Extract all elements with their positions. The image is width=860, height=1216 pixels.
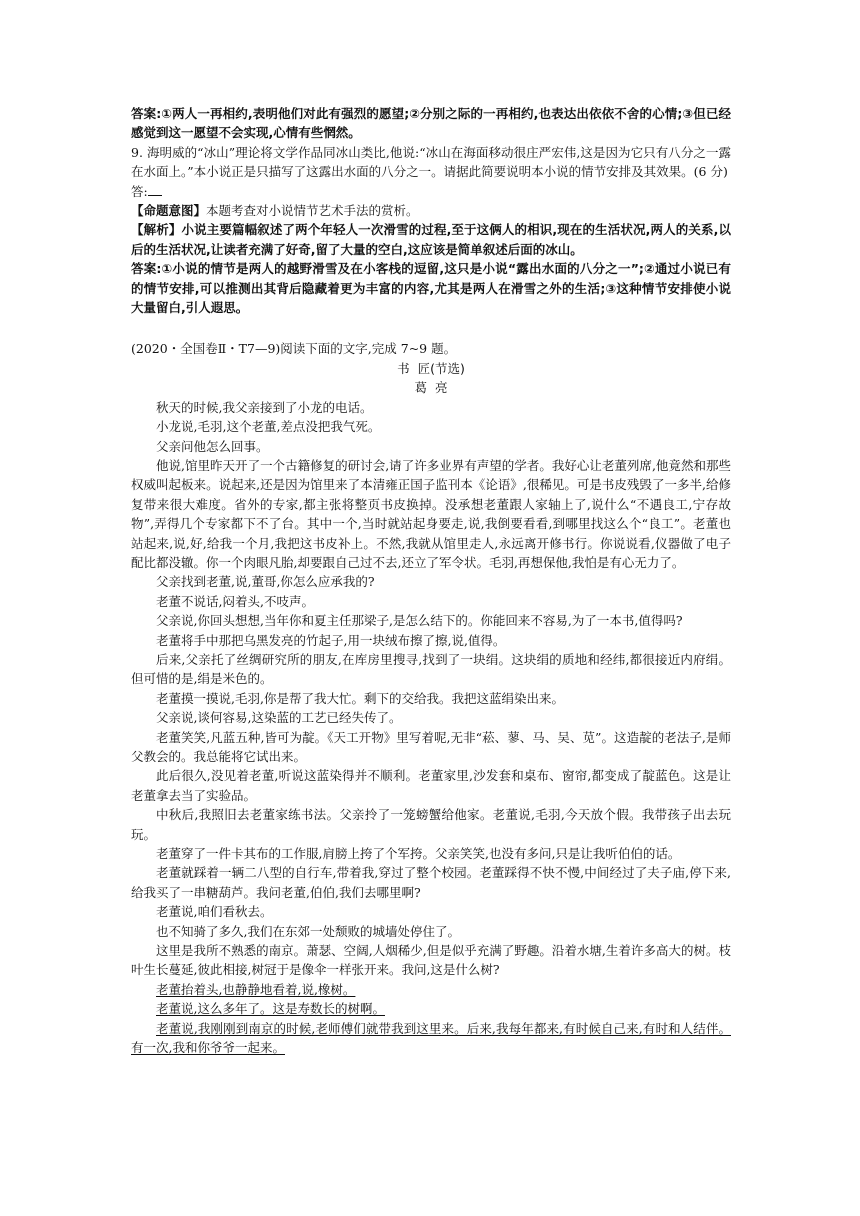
underlined-text: 老董说,我刚刚到南京的时候,老师傅们就带我到这里来。后来,我每年都来,有时候自己来,有时和人结伴。有一次,我和你爷爷一起来。 (131, 1020, 731, 1056)
passage-paragraph: 父亲说,谈何容易,这染蓝的工艺已经失传了。 (156, 710, 402, 726)
document-page (131, 104, 731, 1058)
passage-paragraph-underlined (131, 1019, 731, 1058)
passage-paragraph: 父亲问他怎么回事。 (156, 438, 269, 454)
passage-paragraph: 父亲找到老董,说,董哥,你怎么应承我的? (156, 574, 375, 590)
passage-paragraph: 老董笑笑,凡蓝五种,皆可为靛。《天工开物》里写着呢,无非“菘、蓼、马、吴、苋”。这造靛的老法子,是师父教会的。我总能将它试出来。 (131, 729, 731, 764)
intent-line (131, 201, 731, 220)
passage-paragraph: 后来,父亲托了丝绸研究所的朋友,在库房里搜寻,找到了一块绢。这块绢的质地和经纬,都很接近内府绢。但可惜的是,绢是米色的。 (131, 651, 731, 687)
underlined-text: 老董抬着头,也静静地看着,说,橡树。 (156, 981, 356, 997)
analysis-line (131, 220, 731, 259)
passage-title: 书 匠(节选) (397, 360, 465, 376)
passage-source: (2020・全国卷Ⅱ・T7—9)阅读下面的文字,完成 7~9 题。 (131, 341, 457, 357)
passage-paragraph: 小龙说,毛羽,这个老董,差点没把我气死。 (156, 419, 381, 435)
intent-label: 【命题意图】 (131, 203, 207, 219)
section-gap (131, 317, 731, 339)
passage-paragraph: 老董说,咱们看秋去。 (156, 904, 273, 920)
passage-paragraph-underlined (131, 999, 731, 1018)
question-9-answer-prompt (131, 182, 731, 201)
passage-paragraph: 中秋后,我照旧去老董家练书法。父亲拎了一笼螃蟹给他家。老董说,毛羽,今天放个假。我带孩子出去玩玩。 (131, 807, 731, 842)
analysis-label: 【解析】 (131, 222, 182, 238)
answer-prompt-label: 答: (131, 183, 148, 199)
passage-paragraph: 秋天的时候,我父亲接到了小龙的电话。 (156, 399, 373, 415)
answer-question-9: 答案:①小说的情节是两人的越野滑雪及在小客栈的逗留,这只是小说“露出水面的八分之一”;②通过小说已有的情节安排,可以推测出其背后隐藏着更为丰富的内容,尤其是两人在滑雪之外的生活;③这种情节安排使小说大量留白,引人遐思。 (131, 261, 731, 316)
answer-prev-question: 答案:①两人一再相约,表明他们对此有强烈的愿望;②分别之际的一再相约,也表达出依依不舍的心情;③但已经感觉到这一愿望不会实现,心情有些惘然。 (131, 106, 731, 141)
analysis-text: 小说主要篇幅叙述了两个年轻人一次滑雪的过程,至于这俩人的相识,现在的生活状况,两人的关系,以后的生活状况,让读者充满了好奇,留了大量的空白,这应该是简单叙述后面的冰山。 (131, 222, 731, 257)
passage-paragraph: 老董将手中那把乌黑发亮的竹起子,用一块绒布擦了擦,说,值得。 (156, 632, 506, 648)
intent-text: 本题考查对小说情节艺术手法的赏析。 (206, 203, 419, 219)
answer-blank-line[interactable] (148, 183, 162, 196)
passage-paragraph: 他说,馆里昨天开了一个古籍修复的研讨会,请了许多业界有声望的学者。我好心让老董列席,他竟然和那些权威叫起板来。说起来,还是因为馆里来了本清雍正国子监刊本《论语》,很稀见。可是书皮残毁了一多半,给修复带来很大难度。省外的专家,都主张将整页书皮换掉。没承想老董跟人家轴上了,说什么“不遇良工,宁存故物”,弄得几个专家都下不了台。其中一个,当时就站起身要走,说,我倒要看看,到哪里找这么个“良工”。老董也站起来,说,好,给我一个月,我把这书皮补上。不然,我就从馆里走人,永远离开修书行。你说说看,仪器做了电子配比都没辙。你一个肉眼凡胎,却要跟自己过不去,还立了军令状。毛羽,再想保他,我怕是有心无力了。 (131, 457, 731, 570)
passage-author: 葛 亮 (414, 380, 448, 396)
passage-paragraph: 这里是我所不熟悉的南京。萧瑟、空阔,人烟稀少,但是似乎充满了野趣。沿着水塘,生着许多高大的树。枝叶生长蔓延,彼此相接,树冠于是像伞一样张开来。我问,这是什么树? (131, 943, 731, 978)
passage-body (131, 398, 731, 980)
passage-paragraph: 老董就踩着一辆二八型的自行车,带着我,穿过了整个校园。老董踩得不快不慢,中间经过了夫子庙,停下来,给我买了一串糖葫芦。我问老董,伯伯,我们去哪里啊? (131, 865, 731, 900)
passage-paragraph: 老董摸一摸说,毛羽,你是帮了我大忙。剩下的交给我。我把这蓝绢染出来。 (156, 690, 564, 706)
passage-paragraph: 老董不说话,闷着头,不吱声。 (156, 593, 314, 609)
underlined-text: 老董说,这么多年了。这是寿数长的树啊。 (156, 1001, 385, 1017)
passage-paragraph: 此后很久,没见着老董,听说这蓝染得并不顺利。老董家里,沙发套和桌布、窗帘,都变成了靛蓝色。这是让老董拿去当了实验品。 (131, 768, 731, 803)
passage-paragraph: 也不知骑了多久,我们在东郊一处颓败的城墙处停住了。 (156, 923, 460, 939)
passage-paragraph: 老董穿了一件卡其布的工作服,肩膀上挎了个军挎。父亲笑笑,也没有多问,只是让我听伯伯的话。 (156, 846, 681, 862)
question-9-stem: 9. 海明威的“冰山”理论将文学作品同冰山类比,他说:“冰山在海面移动很庄严宏伟,这是因为它只有八分之一露在水面上。”本小说正是只描写了这露出水面的八分之一。请据此简要说明本小说的情节安排及其效果。(6 分) (131, 144, 731, 180)
passage-paragraph-underlined (131, 980, 731, 999)
passage-paragraph: 父亲说,你回头想想,当年你和夏主任那梁子,是怎么结下的。你能回来不容易,为了一本书,值得吗? (156, 613, 683, 629)
passage-underlined-body (131, 980, 731, 1058)
